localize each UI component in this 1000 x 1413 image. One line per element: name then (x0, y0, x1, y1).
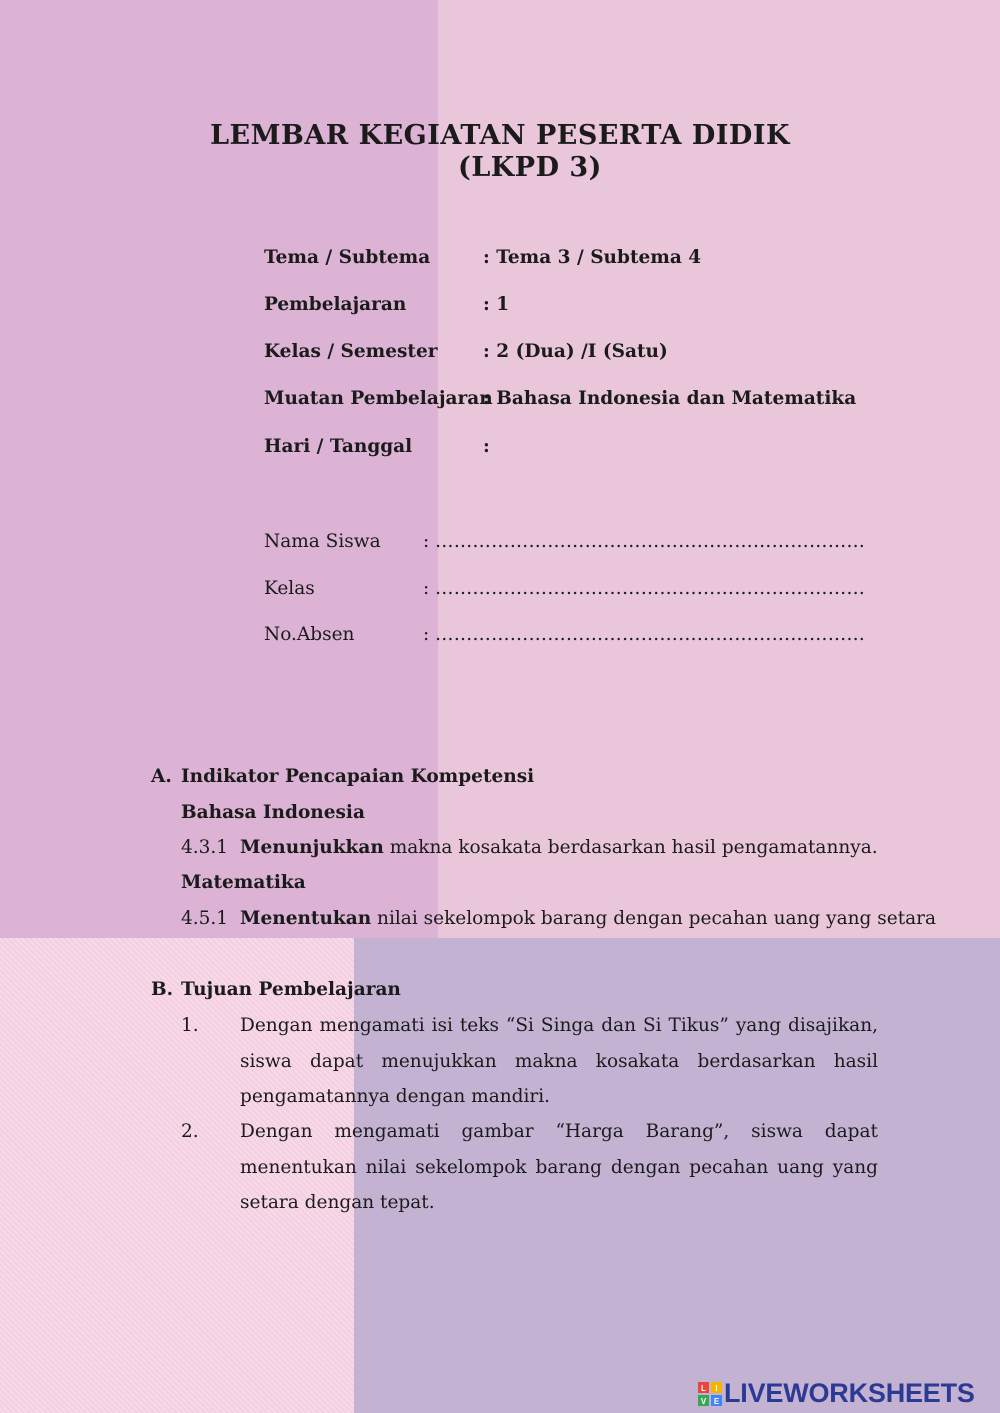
subject-bahasa-indonesia: Bahasa Indonesia (181, 802, 365, 823)
indicator-rest: makna kosakata berdasarkan hasil pengamatannya. (383, 837, 878, 858)
student-label: Kelas (264, 578, 315, 599)
indicator-text (240, 837, 878, 858)
section-letter: B. (151, 979, 174, 1000)
indicator-rest: nilai sekelompok barang dengan pecahan uang yang setara (371, 908, 937, 929)
student-colon: : (423, 578, 430, 599)
indicator-verb: Menentukan (240, 908, 372, 929)
info-value: : 2 (Dua) /I (Satu) (483, 341, 668, 362)
svg-text:I: I (715, 1383, 718, 1393)
svg-text:L: L (701, 1383, 706, 1393)
indicator-verb: Menunjukkan (240, 837, 384, 858)
student-class-blank[interactable]: …………………………………………………………… (435, 578, 866, 599)
info-value: : Tema 3 / Subtema 4 (483, 247, 702, 268)
logo-text: LIVEWORKSHEETS (724, 1378, 975, 1408)
student-colon: : (423, 531, 430, 552)
info-label: Tema / Subtema (264, 247, 431, 268)
student-colon: : (423, 624, 430, 645)
liveworksheets-logo-icon (698, 1382, 722, 1406)
goal-text: Dengan mengamati gambar “Harga Barang”, siswa dapat menentukan nilai sekelompok barang dengan pecahan uang yang setara dengan tepat. (240, 1121, 878, 1213)
section-title: Indikator Pencapaian Kompetensi (181, 766, 535, 787)
subject-matematika: Matematika (181, 872, 306, 893)
section-a-heading (151, 766, 534, 787)
student-name-blank[interactable]: …………………………………………………………… (435, 531, 866, 552)
info-label: Muatan Pembelajaran (264, 388, 493, 409)
student-absen-blank[interactable]: …………………………………………………………… (435, 624, 866, 645)
student-label: Nama Siswa (264, 531, 381, 552)
page-subtitle: (LKPD 3) (458, 152, 602, 183)
goal-text: Dengan mengamati isi teks “Si Singa dan Si Tikus” yang disajikan, siswa dapat menujukkan makna kosakata berdasarkan hasil pengamatannya dengan mandiri. (240, 1015, 878, 1107)
section-b-heading (151, 979, 401, 1000)
indicator-number: 4.5.1 (181, 908, 229, 929)
section-title: Tujuan Pembelajaran (181, 979, 401, 1000)
info-value: : Bahasa Indonesia dan Matematika (483, 388, 857, 409)
info-value: : (483, 436, 490, 457)
svg-text:V: V (700, 1396, 707, 1406)
info-value: : 1 (483, 294, 510, 315)
goal-number: 2. (181, 1121, 199, 1142)
student-label: No.Absen (264, 624, 355, 645)
info-label: Hari / Tanggal (264, 436, 413, 457)
indicator-number: 4.3.1 (181, 837, 229, 858)
svg-text:E: E (713, 1396, 720, 1406)
liveworksheets-logo[interactable] (698, 1378, 975, 1410)
page-title: LEMBAR KEGIATAN PESERTA DIDIK (210, 120, 790, 151)
goal-number: 1. (181, 1015, 199, 1036)
indicator-text (240, 908, 936, 929)
section-letter: A. (151, 766, 172, 787)
info-label: Pembelajaran (264, 294, 407, 315)
info-label: Kelas / Semester (264, 341, 438, 362)
